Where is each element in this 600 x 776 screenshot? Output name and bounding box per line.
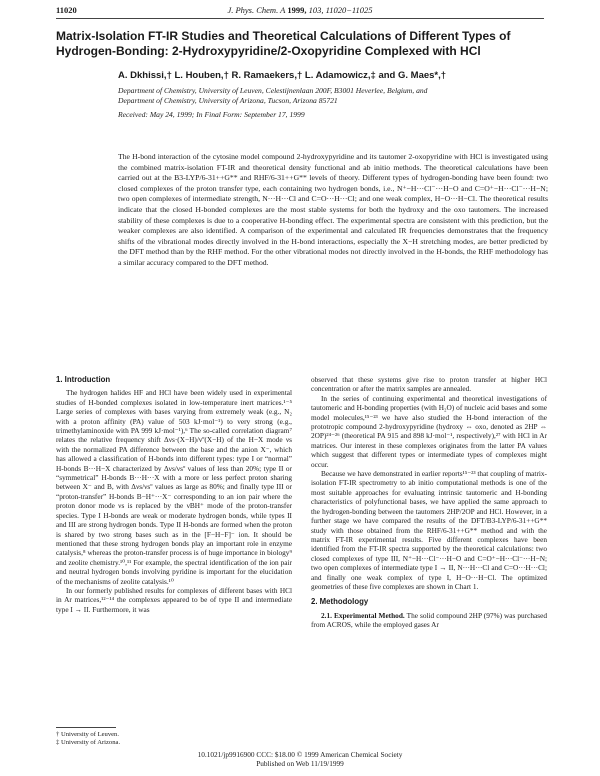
paragraph: In the series of continuing experimental and theoretical investigations of tautomeric and H-bonding properties (with H₂O) of nucleic acid bases and some model molecules,¹⁵⁻²³ we have also studied the H-bond interaction of the prototropic compound 2-hydroxypyridine (hydroxy ⇔ oxo, denoted as 2HP ⇔ 2OP)²⁴⁻²⁶ (theoretical PA 915 and 898 kJ·mol⁻¹, respectively),²⁷ with HCl in Ar matrices. Our interest in these complexes originates from the latter PA values which suggest that different types or intermediate types of complexes might occur. xyxy=(311,393,547,469)
right-column xyxy=(311,375,547,630)
received-dates: Received: May 24, 1999; In Final Form: September 17, 1999 xyxy=(118,110,305,119)
affiliation-arizona: Department of Chemistry, University of Arizona, Tucson, Arizona 85721 xyxy=(118,96,338,105)
journal-year: 1999, xyxy=(287,5,307,15)
journal-name: J. Phys. Chem. A xyxy=(227,5,286,15)
left-column xyxy=(56,375,292,614)
paragraph-experimental-method xyxy=(311,611,547,630)
header-rule xyxy=(56,18,544,19)
doi-copyright: 10.1021/jp9916900 CCC: $18.00 © 1999 American Chemical Society xyxy=(197,750,403,759)
section-heading-methodology: 2. Methodology xyxy=(311,597,369,607)
footnote-rule xyxy=(56,727,116,728)
paragraph: Because we have demonstrated in earlier reports¹⁵⁻²³ that coupling of matrix-isolation FT-IR spectrometry to ab initio computational methods is one of the most suitable approaches for evaluating intrinsic tautomeric and H-bonding characteristics of polyfunctional bases, we have applied the same approach to the hydrogen-bonding between the tautomers 2HP/2OP and HCl. However, in a further stage we have compared the results of the DFT/B3-LYP/6-31++G** study with those obtained from the RHF/6-31++G** method and with the matrix FT-IR experimental results. Five different complexes have been identified from the FT-IR spectra supported by the theoretical calculations: two closed complexes of type III, N⁺−H···Cl⁻···H−O and C=O⁺−H···Cl⁻···H−N; two open complexes of intermediate type I → II, N···H···Cl and C=O···H···Cl; and finally one weak complex of type I, H−O···H−Cl. The optimized geometries of these five complexes are shown in Chart 1. xyxy=(311,469,547,591)
subsection-heading: 2.1. Experimental Method. xyxy=(321,610,405,620)
journal-pages: 11020−11025 xyxy=(325,5,373,15)
paragraph: observed that these systems give rise to proton transfer at higher HCl concentration or after the matrix samples are annealed. xyxy=(311,375,547,394)
journal-citation xyxy=(56,5,544,15)
journal-volume: 103, xyxy=(308,5,324,15)
footnotes xyxy=(56,731,120,747)
affiliations xyxy=(118,86,548,106)
footnote-arizona: ‡ University of Arizona. xyxy=(56,739,121,746)
affiliation-leuven: Department of Chemistry, University of Leuven, Celestijnenlaan 200F, B3001 Heverlee, Belgium, and xyxy=(118,86,428,95)
author-list: A. Dkhissi,† L. Houben,† R. Ramaekers,† L. Adamowicz,‡ and G. Maes*,† xyxy=(118,70,447,81)
section-heading-introduction: 1. Introduction xyxy=(56,375,111,384)
published-date: Published on Web 11/19/1999 xyxy=(256,759,344,768)
paragraph: In our formerly published results for complexes of different bases with HCl in Ar matrices,¹²⁻¹⁴ the complexes appeared to be of type II and intermediate type I → II. Furthermore, it was xyxy=(56,585,292,614)
footnote-leuven: † University of Leuven. xyxy=(56,731,119,738)
page-footer xyxy=(0,750,600,768)
abstract: The H-bond interaction of the cytosine model compound 2-hydroxypyridine and its tautomer 2-oxopyridine with HCl is investigated using the combined matrix-isolation FT-IR and theoretical density functional and ab initio methods. The theoretical calculations have been carried out at the B3-LYP/6-31++G** and RHF/6-31++G** levels of theory. Different types of hydrogen-bonding have been found: two closed complexes of the proton transfer type, each containing two hydrogen bonds, i.e., N⁺−H···Cl⁻···H−O and C=O⁺−H···Cl⁻···H−N; two open complexes of intermediate strength, N···H···Cl and C=O···H···Cl; and one weak complex, H−O···H−Cl. The theoretical results indicate that the closed H-bonded complexes are the most stable systems for both the hydroxy and the oxo tautomers. The increased stability of these complexes is due to a cooperative H-bonding effect. The experimental spectra are consistent with this prediction, but the weaker complexes are also identified. A comparison of the experimental and calculated IR frequencies demonstrates that the frequency shifts of the vibrational modes directly involved in the H-bond interactions, especially the X−H stretching modes, are better predicted by the DFT method than by the RHF method. For the other vibrational modes not directly involved in the H-bonds, the RHF methodology has a similar accuracy compared to the DFT method. xyxy=(118,152,548,267)
running-header xyxy=(56,5,544,19)
subsection-text: The solid compound 2HP (97%) was purchased from ACROS, while the employed gases Ar xyxy=(311,610,547,630)
page-number: 11020 xyxy=(56,5,77,15)
paragraph: The hydrogen halides HF and HCl have been widely used in experimental studies of H-bonded complexes isolated in low-temperature inert matrices.¹⁻⁵ Large series of complexes with bases varying from extremely weak (e.g., N₂ with a proton affinity (PA) value of 503 kJ·mol⁻¹) to very strong (e.g., trimethylaminoxide with PA 999 kJ·mol⁻¹),⁶ The so-called correlation diagram⁷ relates the relative frequency shift Δνs·(X−H)/νº(X−H) of the H−X mode νs with the normalized PA difference between the base and the anion X⁻, which has allowed a classification of H-bonds into different types: type I or “normal” H-bonds B···H−X characterized by Δνs/νsº values of less than 20%; type II or “symmetrical” H-bonds B···H···X with a more or less perfect proton sharing between X⁻ and B, with Δνs/νsº values as large as 80%; and finally type III or “proton-transfer” H-bonds B−H⁺···X⁻ corresponding to an ion pair where the proton donor mode νs is replaced by the νBH⁺ mode of the proton-transfer species. Type I H-bonds are weak or moderate hydrogen bonds, while types II and III are strong hydrogen bonds. Type II H-bonds are formed when the proton is shared by two strong bases such as in the [F−H−F]⁻ ion. It should be mentioned that these strong hydrogen bonds play an important role in enzyme catalysis,⁸ whereas the proton-transfer process is of huge importance in biology⁹ and zeolite chemistry.¹⁰,¹¹ For example, the spectral identification of the ion pair and neutral hydrogen bonds involving pyridine is important for the elucidation of the mechanisms of zeolite catalysis.¹⁰ xyxy=(56,388,292,586)
article-title: Matrix-Isolation FT-IR Studies and Theoretical Calculations of Different Types of Hydrogen-Bonding: 2-Hydroxypyridine/2-Oxopyridine Complexed with HCl xyxy=(56,29,511,58)
